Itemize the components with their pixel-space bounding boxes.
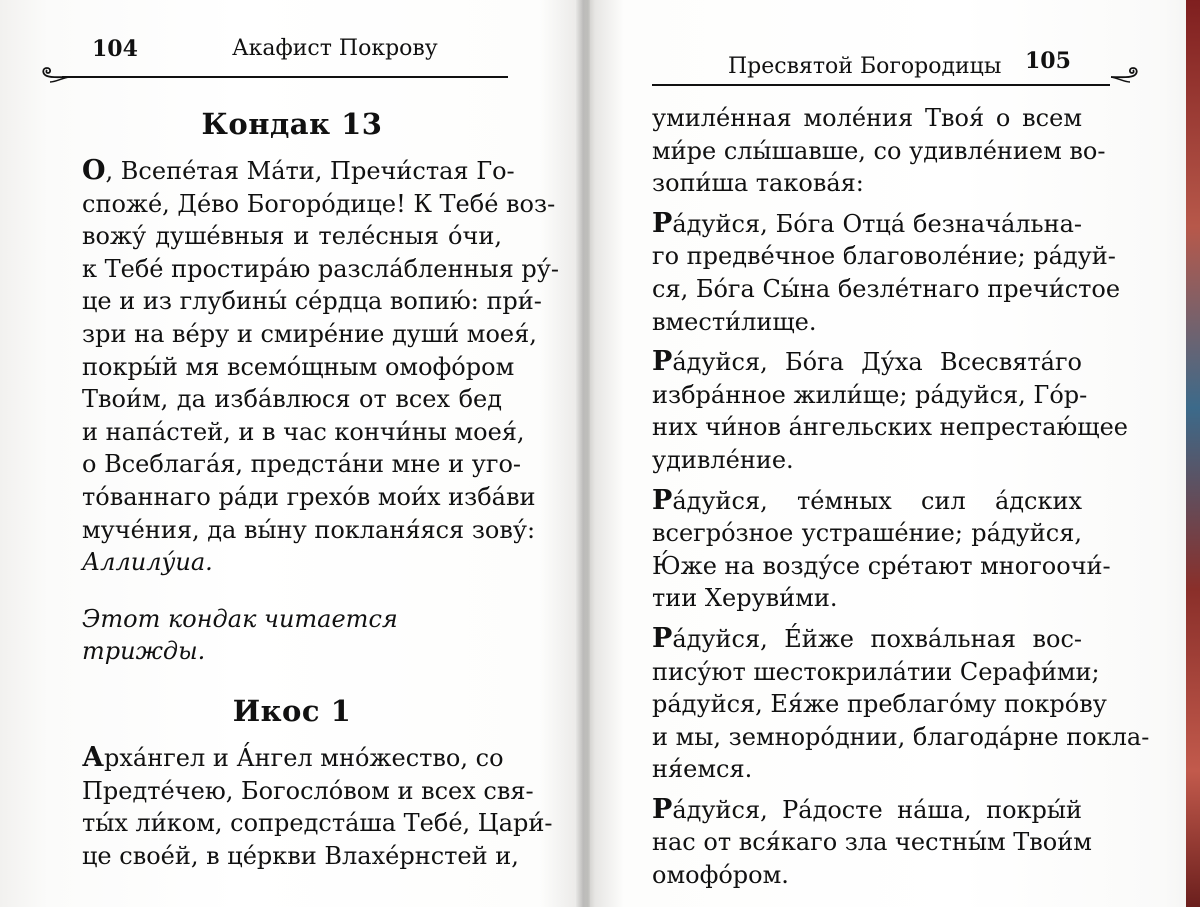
kondak-paragraph xyxy=(82,155,559,579)
text-line: муче́ния, да вы́ну покланя́яся зову́: xyxy=(82,515,536,544)
text-line: ся, Бо́га Сы́на безле́тнаго пречи́стое xyxy=(652,274,1121,303)
rejoice-paragraph xyxy=(652,346,1129,476)
text-line: о Всеблага́я, предста́ни мне и уго- xyxy=(82,450,522,479)
text-line: и мы, земноро́днии, благода́рне покла- xyxy=(652,722,1150,751)
text-line: Твои́м, да изба́влюся от всех бед xyxy=(82,385,502,414)
text-line: го предве́чное благоволе́ние; ра́дуй- xyxy=(652,242,1116,271)
text-line: ня́емся. xyxy=(652,755,753,784)
text-line: вмести́лище. xyxy=(652,307,817,336)
drop-initial: О xyxy=(82,155,106,186)
kondak-heading: Кондак 13 xyxy=(201,107,383,141)
text-line: рха́нгел и А́нгел мно́жество, со xyxy=(104,743,504,772)
text-line: удивле́ние. xyxy=(652,445,794,474)
text-line: тии Херуви́ми. xyxy=(652,584,838,613)
drop-initial: Р xyxy=(652,793,673,825)
drop-initial: А xyxy=(82,741,104,773)
page-number: 105 xyxy=(1025,48,1071,74)
ikos-paragraph xyxy=(82,741,553,872)
text-line: це и из глубины́ се́рдца вопию́: при́- xyxy=(82,287,542,316)
drop-initial: Р xyxy=(652,346,673,378)
text-line: избра́нное жили́ще; ра́дуйся, Го́р- xyxy=(652,380,1088,409)
flourish-ornament-icon xyxy=(40,64,70,86)
text-line: и напа́стей, и в час кончи́ны моея́, xyxy=(82,417,525,446)
text-line: покры́й мя всемо́щным омофо́ром xyxy=(82,352,515,381)
left-text-column xyxy=(82,105,559,872)
text-line: а́дуйся, Ра́досте на́ша, покры́й xyxy=(672,795,1082,824)
text-line: то́ваннаго ра́ди грехо́в мои́х изба́ви xyxy=(82,482,536,511)
text-line: нас от вся́каго зла честны́м Твои́м xyxy=(652,828,1092,857)
drop-initial: Р xyxy=(652,484,673,516)
text-line: умиле́нная моле́ния Твоя́ о всем xyxy=(652,104,1082,132)
text-line: зри на ве́ру и смире́ние души́ моея́, xyxy=(82,319,537,348)
right-text-column xyxy=(652,102,1150,892)
book-cover-edge xyxy=(1186,0,1200,907)
alleluia-line: Аллилу́иа. xyxy=(82,548,213,577)
text-line: вожу́ душе́вныя и теле́сныя о́чи, xyxy=(82,222,502,251)
text-line: Предте́чею, Богосло́вом и всех свя- xyxy=(82,776,534,805)
text-line: них чи́нов а́нгельских непрестаю́щее xyxy=(652,413,1129,442)
rejoice-paragraph xyxy=(652,484,1111,615)
text-line: а́дуйся, Бо́га Отца́ безнача́льна- xyxy=(672,209,1082,238)
text-line: к Тебе́ простира́ю разсла́бленныя ру́- xyxy=(82,254,559,283)
drop-initial: Р xyxy=(652,207,673,239)
rejoice-paragraph xyxy=(652,207,1121,338)
text-line: пису́ют шестокрила́тии Серафи́ми; xyxy=(652,657,1100,686)
right-page xyxy=(590,0,1186,907)
rejoice-paragraph xyxy=(652,793,1092,892)
left-page xyxy=(0,0,576,907)
text-line: ми́ре слы́шавше, со удивле́нием во- xyxy=(652,136,1106,165)
page-number: 104 xyxy=(92,36,138,62)
ikos-heading: Икос 1 xyxy=(232,693,352,728)
text-line: це свое́й, в це́ркви Влахе́рнстей и, xyxy=(82,841,519,870)
text-line: а́дуйся, Е́йже похва́льная вос- xyxy=(672,624,1082,653)
rejoice-paragraph xyxy=(652,622,1150,786)
text-line: Ю́же на возду́се сре́тают многоочи́- xyxy=(652,551,1111,580)
text-line: споже́, Де́во Богоро́дице! К Тебе́ воз- xyxy=(82,189,556,218)
text-line: а́дуйся, те́мных сил а́дских xyxy=(672,486,1082,515)
text-line: а́дуйся, Бо́га Ду́ха Всесвята́го xyxy=(672,348,1082,377)
text-line: ра́дуйся, Ея́же преблаго́му покро́ву xyxy=(652,690,1107,719)
intro-paragraph xyxy=(652,102,1106,200)
header-rule xyxy=(62,76,508,78)
drop-initial: Р xyxy=(652,622,673,654)
text-line: ты́х ли́ком, сопредста́ша Тебе́, Цари́- xyxy=(82,809,553,838)
running-title: Акафист Покрову xyxy=(232,36,438,61)
header-rule xyxy=(652,84,1110,86)
text-line: , Всепе́тая Ма́ти, Пречи́стая Го- xyxy=(105,157,515,185)
rubric-note: Этот кондак читается трижды. xyxy=(82,604,398,666)
running-title: Пресвятой Богородицы xyxy=(728,54,1002,79)
text-line: омофо́ром. xyxy=(652,861,789,890)
book-gutter xyxy=(576,0,590,907)
text-line: всегро́зное устраше́ние; ра́дуйся, xyxy=(652,519,1082,548)
text-line: зопи́ша такова́я: xyxy=(652,169,864,198)
flourish-ornament-icon xyxy=(1110,64,1140,86)
